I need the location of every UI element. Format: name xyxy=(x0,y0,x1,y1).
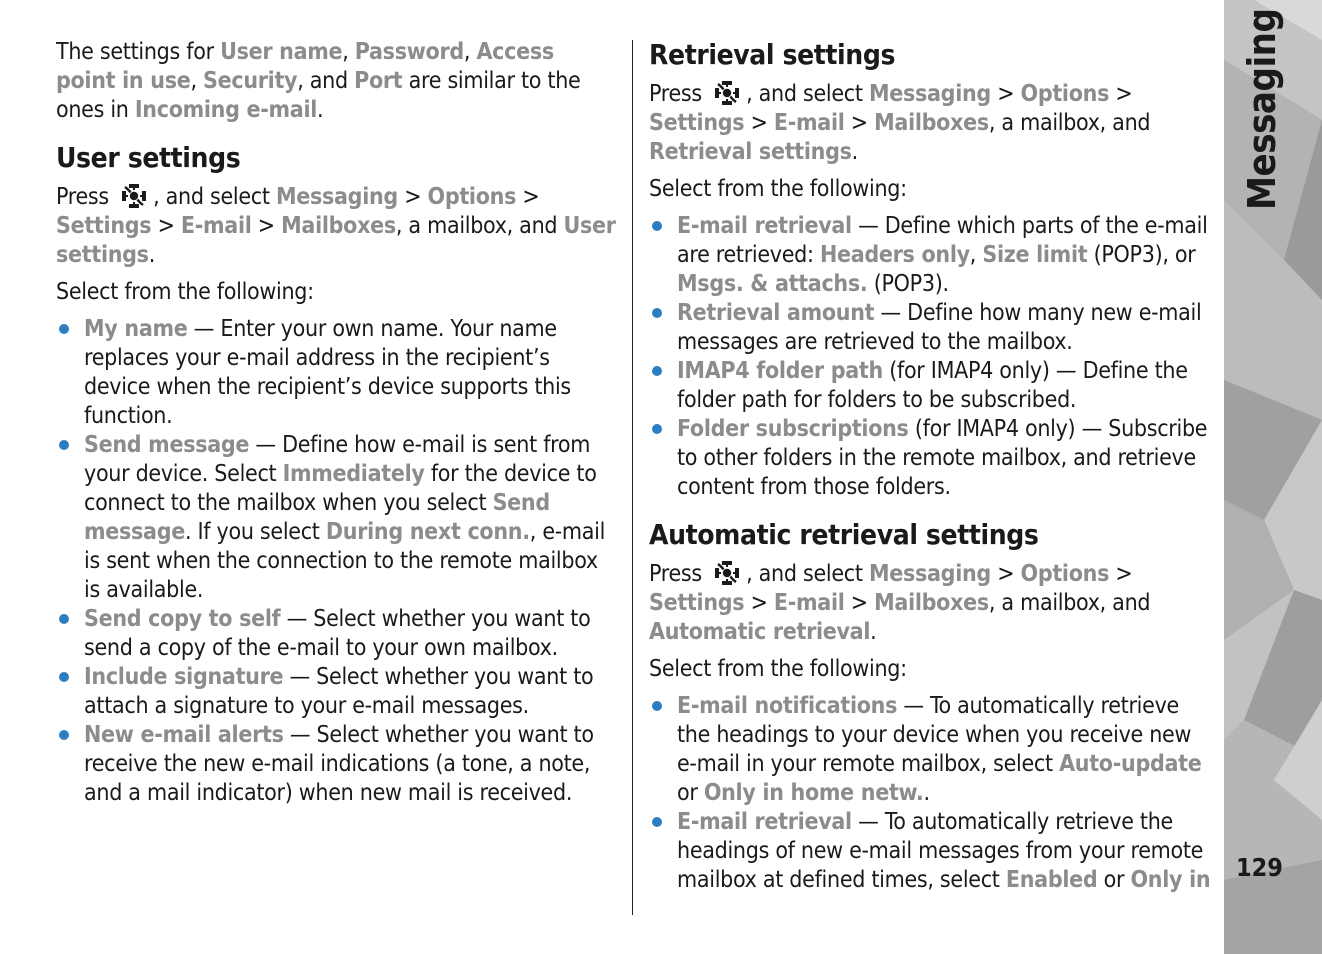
body-text: or xyxy=(1097,867,1131,893)
highlighted-term: User name xyxy=(220,39,343,65)
highlighted-term: Headers only xyxy=(819,242,970,268)
highlighted-term: User settings xyxy=(56,213,616,268)
user-settings-heading: User settings xyxy=(56,141,241,174)
bullet-icon xyxy=(652,701,662,711)
highlighted-term: Send message xyxy=(84,490,550,545)
list-item-text xyxy=(677,416,1207,500)
retrieval-options xyxy=(649,212,1211,502)
body-text: (POP3). xyxy=(867,271,949,297)
list-item xyxy=(649,808,1211,895)
highlighted-term: Options xyxy=(1020,81,1110,107)
bullet-icon xyxy=(59,614,69,624)
body-text: . xyxy=(851,139,858,165)
body-text: (for IMAP4 only) — Subscribe to other folders in the remote mailbox, and retrieve content from those folders. xyxy=(677,416,1208,500)
list-item xyxy=(649,692,1211,808)
list-item-text xyxy=(677,213,1208,297)
bullet-icon xyxy=(652,817,662,827)
body-text: > xyxy=(990,81,1021,107)
highlighted-term: E-mail xyxy=(773,590,845,616)
body-text: (for IMAP4 only) — Define the folder path for folders to be subscribed. xyxy=(677,358,1188,413)
column-divider xyxy=(632,40,633,915)
body-text: — Enter your own name. Your name replaces your e-mail address in the recipient’s device when the recipient’s device supports this function. xyxy=(84,316,571,429)
list-item xyxy=(649,299,1211,357)
list-item xyxy=(56,605,618,663)
body-text: , xyxy=(969,242,983,268)
highlighted-term: Messaging xyxy=(275,184,398,210)
body-text: — Select whether you want to receive the new e-mail indications (a tone, a note, and a mail indicator) when new mail is received. xyxy=(84,722,594,806)
highlighted-term: Settings xyxy=(649,110,745,136)
automatic-retrieval-heading: Automatic retrieval settings xyxy=(649,518,1039,551)
retrieval-settings-heading: Retrieval settings xyxy=(649,38,896,71)
highlighted-term: Size limit xyxy=(982,242,1088,268)
highlighted-term: Mailboxes xyxy=(281,213,396,239)
bullet-icon xyxy=(59,730,69,740)
highlighted-term: Options xyxy=(427,184,517,210)
select-prompt: Select from the following: xyxy=(56,279,314,305)
bullet-icon xyxy=(59,672,69,682)
list-item-text xyxy=(677,809,1210,893)
body-text: , a mailbox, and xyxy=(988,110,1151,136)
highlighted-term: Only in xyxy=(1130,867,1211,893)
body-text: > xyxy=(251,213,282,239)
highlighted-term: Messaging xyxy=(868,81,991,107)
body-text: > xyxy=(844,110,875,136)
highlighted-term: Password xyxy=(354,39,464,65)
left-column xyxy=(56,38,618,808)
body-text: > xyxy=(1109,561,1133,587)
highlighted-term: E-mail xyxy=(180,213,252,239)
user-settings-path xyxy=(56,181,618,270)
bullet-icon xyxy=(652,424,662,434)
body-text: . xyxy=(870,619,877,645)
bullet-icon xyxy=(59,440,69,450)
automatic-retrieval-options xyxy=(649,692,1211,895)
retrieval-select-prompt: Select from the following: xyxy=(649,176,907,202)
body-text: > xyxy=(1109,81,1133,107)
body-text: , and xyxy=(297,68,355,94)
highlighted-term: Retrieval settings xyxy=(649,139,852,165)
list-item-text xyxy=(84,664,593,719)
bullet-icon xyxy=(59,324,69,334)
body-text: > xyxy=(744,110,774,136)
list-item-text xyxy=(677,693,1201,806)
body-text: , a mailbox, and xyxy=(395,213,564,239)
body-text: — To automatically retrieve the headings to your device when you receive new e-mail in your remote mailbox, select xyxy=(677,693,1192,777)
body-text: (POP3), or xyxy=(1087,242,1196,268)
list-item-text xyxy=(677,358,1188,413)
menu-key-icon xyxy=(119,181,149,211)
list-item xyxy=(56,315,618,431)
highlighted-term: Automatic retrieval xyxy=(649,619,871,645)
body-text: > xyxy=(844,590,875,616)
highlighted-term: Auto-update xyxy=(1059,751,1202,777)
highlighted-term: Messaging xyxy=(868,561,991,587)
body-text: , xyxy=(342,39,355,65)
body-text: — Define how many new e-mail messages are retrieved to the mailbox. xyxy=(677,300,1202,355)
highlighted-term: E-mail xyxy=(773,110,845,136)
body-text: , and select xyxy=(746,561,869,587)
body-text: , xyxy=(463,39,477,65)
page-number: 129 xyxy=(1236,853,1283,882)
chapter-tab-title: Messaging xyxy=(1240,8,1284,210)
intro-paragraph xyxy=(56,38,618,125)
highlighted-term: During next conn. xyxy=(325,519,530,545)
highlighted-term: Immediately xyxy=(282,461,425,487)
highlighted-term: Settings xyxy=(649,590,745,616)
list-item xyxy=(56,721,618,808)
body-text: . xyxy=(923,780,930,806)
highlighted-term: Send copy to self xyxy=(84,606,281,632)
highlighted-term: Enabled xyxy=(1005,867,1098,893)
body-text: The settings for xyxy=(56,39,221,65)
menu-key-icon xyxy=(712,78,742,108)
body-text: > xyxy=(990,561,1021,587)
body-text: . xyxy=(148,242,155,268)
list-item-text xyxy=(84,722,594,806)
list-item xyxy=(649,415,1211,502)
highlighted-term: E-mail retrieval xyxy=(677,809,852,835)
body-text: — Define how e-mail is sent from your device. Select xyxy=(84,432,591,487)
highlighted-term: Settings xyxy=(56,213,152,239)
highlighted-term: Send message xyxy=(84,432,250,458)
bullet-icon xyxy=(652,308,662,318)
highlighted-term: Include signature xyxy=(84,664,284,690)
list-item xyxy=(649,212,1211,299)
body-text: are similar to the ones in xyxy=(56,68,581,123)
automatic-select-prompt: Select from the following: xyxy=(649,656,907,682)
body-text: Press xyxy=(649,561,709,587)
body-text: or xyxy=(677,780,704,806)
body-text: , and select xyxy=(153,184,276,210)
list-item xyxy=(56,663,618,721)
body-text: > xyxy=(151,213,181,239)
highlighted-term: My name xyxy=(84,316,188,342)
highlighted-term: IMAP4 folder path xyxy=(677,358,883,384)
highlighted-term: E-mail retrieval xyxy=(677,213,852,239)
highlighted-term: Retrieval amount xyxy=(677,300,875,326)
body-text: — To automatically retrieve the headings of new e-mail messages from your remote mailbox at defined times, select xyxy=(677,809,1204,893)
body-text: — Select whether you want to attach a signature to your e-mail messages. xyxy=(84,664,594,719)
body-text: for the device to connect to the mailbox when you select xyxy=(84,461,597,516)
automatic-retrieval-path xyxy=(649,558,1211,647)
highlighted-term: Mailboxes xyxy=(874,110,989,136)
highlighted-term: Mailboxes xyxy=(874,590,989,616)
highlighted-term: Msgs. & attachs. xyxy=(677,271,868,297)
list-item-text xyxy=(84,432,605,603)
right-column xyxy=(649,38,1211,895)
list-item xyxy=(56,431,618,605)
body-text: . If you select xyxy=(184,519,326,545)
body-text: , xyxy=(190,68,204,94)
body-text: > xyxy=(516,184,540,210)
highlighted-term: E-mail notifications xyxy=(677,693,898,719)
body-text: Press xyxy=(649,81,709,107)
highlighted-term: Incoming e-mail xyxy=(134,97,318,123)
bullet-icon xyxy=(652,221,662,231)
highlighted-term: Access point in use xyxy=(56,39,554,94)
retrieval-settings-path xyxy=(649,78,1211,167)
body-text: . xyxy=(317,97,324,123)
body-text: > xyxy=(397,184,428,210)
list-item xyxy=(649,357,1211,415)
highlighted-term: Only in home netw. xyxy=(703,780,924,806)
body-text: , and select xyxy=(746,81,869,107)
body-text: > xyxy=(744,590,774,616)
highlighted-term: New e-mail alerts xyxy=(84,722,284,748)
body-text: , a mailbox, and xyxy=(988,590,1151,616)
menu-key-icon xyxy=(712,558,742,588)
body-text: , e-mail is sent when the connection to the remote mailbox is available. xyxy=(84,519,606,603)
list-item-text xyxy=(84,316,571,429)
body-text: Press xyxy=(56,184,116,210)
highlighted-term: Security xyxy=(203,68,298,94)
user-settings-options xyxy=(56,315,618,808)
bullet-icon xyxy=(652,366,662,376)
highlighted-term: Options xyxy=(1020,561,1110,587)
body-text: — Define which parts of the e-mail are retrieved: xyxy=(677,213,1208,268)
list-item-text xyxy=(677,300,1201,355)
highlighted-term: Folder subscriptions xyxy=(677,416,909,442)
highlighted-term: Port xyxy=(354,68,403,94)
list-item-text xyxy=(84,606,590,661)
body-text: — Select whether you want to send a copy of the e-mail to your own mailbox. xyxy=(84,606,591,661)
